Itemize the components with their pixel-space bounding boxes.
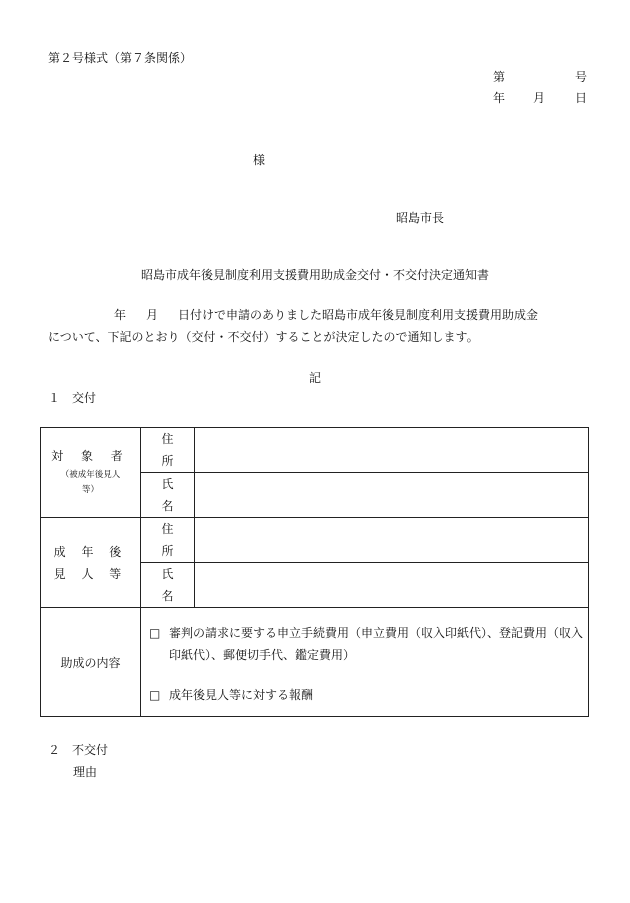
sender-name: 昭島市長 (396, 211, 445, 225)
guardian-label-cell (41, 518, 141, 608)
body-line-1-text: 日付けで申請のありました昭島市成年後見制度利用支援費用助成金 (178, 308, 539, 322)
document-title: 昭島市成年後見制度利用支援費用助成金交付・不交付決定通知書 (140, 268, 489, 282)
guardian-name-field[interactable] (195, 563, 589, 608)
checkbox-icon[interactable]: □ (149, 688, 161, 702)
guardian-address-row (41, 518, 589, 563)
number-suffix: 号 (574, 70, 587, 84)
name-label-2: 名 (161, 499, 174, 513)
option-guardian-fee-label: 成年後見人等に対する報酬 (169, 688, 314, 702)
year-label: 年 (493, 91, 506, 105)
option-filing-costs[interactable] (149, 622, 584, 666)
addressee-honorific: 様 (253, 153, 266, 167)
subject-address-field[interactable] (195, 428, 589, 473)
guardian-address-label-cell (141, 518, 195, 563)
guardian-label-line-2: 見 人 等 (53, 566, 128, 581)
section-2-heading: ２ 不交付 (48, 743, 109, 757)
checkbox-icon[interactable]: □ (149, 626, 161, 640)
subject-address-row (41, 428, 589, 473)
address-label-2: 所 (161, 544, 174, 558)
guardian-name-label-cell (141, 563, 195, 608)
name-label-2: 名 (161, 589, 174, 603)
grant-content-label: 助成の内容 (60, 655, 121, 670)
grant-content-label-cell (41, 608, 141, 717)
address-label-1: 住 (161, 432, 174, 446)
section-1-heading: １ 交付 (48, 391, 97, 405)
address-label-2: 所 (161, 454, 174, 468)
month-label: 月 (533, 91, 546, 105)
subject-name-label-cell (141, 473, 195, 518)
subject-name-field[interactable] (195, 473, 589, 518)
guardian-label-line-1: 成 年 後 (53, 544, 128, 559)
form-number: 第２号様式（第７条関係） (48, 51, 193, 65)
body-line-2: について、下記のとおり（交付・不交付）することが決定したので通知します。 (48, 330, 479, 344)
address-label-1: 住 (161, 522, 174, 536)
grant-details-table (40, 427, 589, 717)
body-line-1 (48, 306, 588, 323)
name-label-1: 氏 (161, 567, 174, 581)
subject-address-label-cell (141, 428, 195, 473)
name-label-1: 氏 (161, 477, 174, 491)
body-year: 年 (114, 308, 127, 322)
subject-label-cell (41, 428, 141, 518)
subject-sub-label: （被成年後見人等） (60, 470, 121, 495)
ki-heading: 記 (308, 371, 321, 385)
grant-content-options (141, 608, 589, 717)
reason-label: 理由 (73, 765, 98, 779)
option-filing-costs-label: 審判の請求に要する申立手続費用（申立費用（収入印紙代）、登記費用（収入印紙代）、郵便切手代、鑑定費用） (169, 626, 584, 662)
day-label: 日 (574, 91, 587, 105)
guardian-address-field[interactable] (195, 518, 589, 563)
grant-content-row (41, 608, 589, 717)
option-guardian-fee[interactable] (149, 684, 584, 706)
body-month: 月 (146, 308, 159, 322)
subject-label: 対 象 者 (51, 449, 130, 463)
number-prefix: 第 (493, 70, 506, 84)
